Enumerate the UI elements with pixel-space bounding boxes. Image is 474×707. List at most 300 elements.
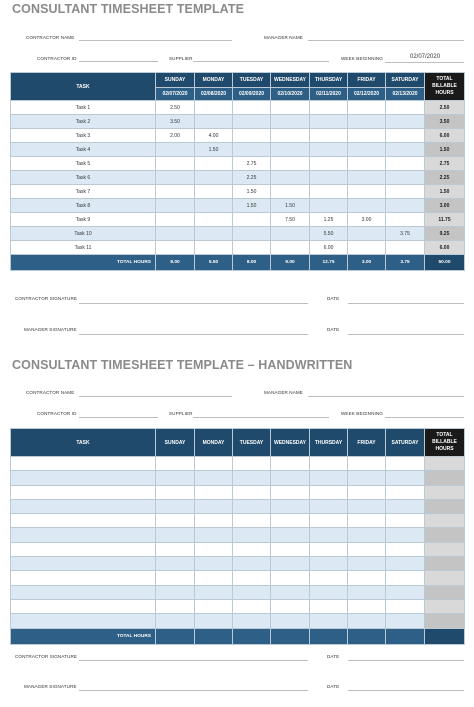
hours-cell[interactable]: [310, 101, 348, 115]
total-hours-row: [11, 628, 465, 644]
day-total-cell: 8.00: [233, 255, 271, 271]
task-name-cell[interactable]: Task 11: [11, 241, 156, 255]
hours-cell[interactable]: [386, 585, 425, 599]
hours-cell[interactable]: 2.50: [156, 101, 195, 115]
total-header-line: TOTAL: [436, 75, 453, 82]
row-total-cell: [425, 557, 465, 571]
task-name-cell[interactable]: [11, 457, 156, 471]
task-name-cell[interactable]: [11, 585, 156, 599]
hours-cell[interactable]: [156, 585, 195, 599]
date-header: 02/09/2020: [233, 88, 271, 101]
total-hours-row: [11, 255, 465, 271]
hours-cell[interactable]: [156, 457, 195, 471]
hours-cell[interactable]: [310, 614, 348, 628]
hours-cell[interactable]: [310, 599, 348, 613]
day-header-saturday: SATURDAY: [386, 73, 425, 88]
hours-cell[interactable]: [386, 499, 425, 513]
hours-cell[interactable]: [310, 115, 348, 129]
row-total-cell: [425, 528, 465, 542]
hours-cell[interactable]: [195, 101, 233, 115]
day-header-monday: MONDAY: [195, 429, 233, 457]
task-name-cell[interactable]: Task 3: [11, 129, 156, 143]
hours-cell[interactable]: [233, 514, 271, 528]
hours-cell[interactable]: [271, 471, 310, 485]
task-name-cell[interactable]: [11, 571, 156, 585]
day-header-tuesday: TUESDAY: [233, 73, 271, 88]
contractor-name-field[interactable]: [79, 40, 232, 41]
hours-cell[interactable]: [195, 457, 233, 471]
hours-cell[interactable]: [156, 614, 195, 628]
day-header-wednesday: WEDNESDAY: [271, 429, 310, 457]
hours-cell[interactable]: [156, 471, 195, 485]
hours-cell[interactable]: [233, 499, 271, 513]
hours-cell[interactable]: [348, 171, 386, 185]
hours-cell[interactable]: 4.00: [195, 129, 233, 143]
hours-cell[interactable]: [386, 115, 425, 129]
row-total-cell: [425, 585, 465, 599]
hours-cell[interactable]: [195, 241, 233, 255]
manager-name-field[interactable]: [308, 396, 464, 397]
contractor-signature-label: CONTRACTOR SIGNATURE: [15, 654, 78, 659]
date-label: DATE: [327, 327, 340, 332]
hours-cell[interactable]: [348, 185, 386, 199]
day-total-cell: 9.00: [271, 255, 310, 271]
contractor-id-label: CONTRACTOR ID: [37, 411, 77, 416]
supplier-label: SUPPLIER: [169, 56, 193, 61]
hours-cell[interactable]: [348, 557, 386, 571]
row-total-cell: 2.25: [425, 171, 465, 185]
task-name-cell[interactable]: [11, 499, 156, 513]
hours-cell[interactable]: [156, 599, 195, 613]
row-total-cell: [425, 485, 465, 499]
manager-signature-label: MANAGER SIGNATURE: [24, 327, 77, 332]
hours-cell[interactable]: [310, 185, 348, 199]
date-label: DATE: [327, 296, 340, 301]
task-name-cell[interactable]: Task 9: [11, 213, 156, 227]
hours-cell[interactable]: [310, 171, 348, 185]
hours-cell[interactable]: [233, 614, 271, 628]
table-row: [11, 557, 465, 571]
hours-cell[interactable]: [233, 115, 271, 129]
hours-cell[interactable]: [348, 599, 386, 613]
hours-cell[interactable]: [310, 157, 348, 171]
hours-cell[interactable]: [195, 542, 233, 556]
task-name-cell[interactable]: [11, 542, 156, 556]
hours-cell[interactable]: [271, 528, 310, 542]
hours-cell[interactable]: 6.00: [310, 241, 348, 255]
hours-cell[interactable]: [195, 571, 233, 585]
hours-cell[interactable]: [348, 614, 386, 628]
hours-cell[interactable]: [233, 599, 271, 613]
hours-cell[interactable]: [348, 157, 386, 171]
table-row: [11, 614, 465, 628]
row-total-cell: [425, 499, 465, 513]
manager-name-field[interactable]: [308, 40, 464, 41]
contractor-signature-field[interactable]: [79, 660, 308, 661]
row-total-cell: [425, 514, 465, 528]
day-total-cell: [348, 628, 386, 644]
hours-cell[interactable]: [195, 557, 233, 571]
hours-cell[interactable]: [271, 171, 310, 185]
hours-cell[interactable]: [271, 129, 310, 143]
manager-signature-label: MANAGER SIGNATURE: [24, 684, 77, 689]
hours-cell[interactable]: [195, 585, 233, 599]
date-header: 02/11/2020: [310, 88, 348, 101]
hours-cell[interactable]: [386, 101, 425, 115]
task-name-cell[interactable]: Task 2: [11, 115, 156, 129]
hours-cell[interactable]: [310, 143, 348, 157]
hours-cell[interactable]: [271, 514, 310, 528]
hours-cell[interactable]: [156, 542, 195, 556]
hours-cell[interactable]: 1.50: [195, 143, 233, 157]
hours-cell[interactable]: [386, 514, 425, 528]
hours-cell[interactable]: [233, 528, 271, 542]
task-name-cell[interactable]: Task 5: [11, 157, 156, 171]
hours-cell[interactable]: [195, 199, 233, 213]
hours-cell[interactable]: 1.50: [233, 199, 271, 213]
total-header-line: HOURS: [435, 90, 454, 97]
hours-cell[interactable]: 1.50: [233, 185, 271, 199]
contractor-signature-label: CONTRACTOR SIGNATURE: [15, 296, 78, 301]
table-row: [11, 213, 465, 227]
hours-cell[interactable]: [348, 101, 386, 115]
week-beginning-field[interactable]: [385, 417, 464, 418]
row-total-cell: 6.00: [425, 241, 465, 255]
hours-cell[interactable]: [233, 557, 271, 571]
task-name-cell[interactable]: [11, 557, 156, 571]
manager-signature-date-field[interactable]: [348, 690, 464, 691]
hours-cell[interactable]: [310, 557, 348, 571]
hours-cell[interactable]: [271, 542, 310, 556]
date-header: 02/08/2020: [195, 88, 233, 101]
task-name-cell[interactable]: [11, 599, 156, 613]
hours-cell[interactable]: [386, 241, 425, 255]
hours-cell[interactable]: [233, 457, 271, 471]
hours-cell[interactable]: [195, 528, 233, 542]
table-row: [11, 485, 465, 499]
hours-cell[interactable]: [386, 485, 425, 499]
hours-cell[interactable]: [310, 542, 348, 556]
row-total-cell: [425, 471, 465, 485]
row-total-cell: 2.50: [425, 101, 465, 115]
total-header-line: BILLABLE: [432, 82, 457, 89]
hours-cell[interactable]: [233, 571, 271, 585]
hours-cell[interactable]: [386, 528, 425, 542]
hours-cell[interactable]: [195, 514, 233, 528]
row-total-cell: [425, 457, 465, 471]
contractor-id-field[interactable]: [79, 417, 158, 418]
table-row: [11, 457, 465, 471]
row-total-cell: 1.50: [425, 185, 465, 199]
date-header: 02/07/2020: [156, 88, 195, 101]
hours-cell[interactable]: [386, 457, 425, 471]
contractor-signature-field[interactable]: [79, 303, 308, 304]
hours-cell[interactable]: [348, 227, 386, 241]
hours-cell[interactable]: [310, 471, 348, 485]
task-name-cell[interactable]: Task 1: [11, 101, 156, 115]
hours-cell[interactable]: 7.50: [271, 213, 310, 227]
manager-signature-field[interactable]: [79, 334, 308, 335]
hours-cell[interactable]: [271, 585, 310, 599]
hours-cell[interactable]: 5.50: [310, 227, 348, 241]
grand-total-cell: 50.00: [425, 255, 465, 271]
hours-cell[interactable]: [348, 199, 386, 213]
task-name-cell[interactable]: [11, 614, 156, 628]
day-header-saturday: SATURDAY: [386, 429, 425, 457]
hours-cell[interactable]: [271, 241, 310, 255]
hours-cell[interactable]: [233, 129, 271, 143]
row-total-cell: 3.00: [425, 199, 465, 213]
task-name-cell[interactable]: [11, 514, 156, 528]
day-total-cell: 3.75: [386, 255, 425, 271]
hours-cell[interactable]: [348, 485, 386, 499]
day-total-cell: [386, 628, 425, 644]
hours-cell[interactable]: [271, 485, 310, 499]
task-name-cell[interactable]: Task 8: [11, 199, 156, 213]
hours-cell[interactable]: 2.00: [156, 129, 195, 143]
hours-cell[interactable]: [195, 115, 233, 129]
hours-cell[interactable]: [348, 129, 386, 143]
hours-cell[interactable]: [195, 157, 233, 171]
hours-cell[interactable]: [156, 185, 195, 199]
manager-signature-field[interactable]: [79, 690, 308, 691]
row-total-cell: 2.75: [425, 157, 465, 171]
hours-cell[interactable]: [310, 457, 348, 471]
hours-cell[interactable]: [348, 241, 386, 255]
hours-cell[interactable]: [156, 171, 195, 185]
task-name-cell[interactable]: [11, 528, 156, 542]
hours-cell[interactable]: [310, 585, 348, 599]
hours-cell[interactable]: [195, 599, 233, 613]
hours-cell[interactable]: [271, 614, 310, 628]
table-row: [11, 528, 465, 542]
hours-cell[interactable]: [348, 514, 386, 528]
day-total-cell: [195, 628, 233, 644]
hours-cell[interactable]: 3.00: [348, 213, 386, 227]
day-header-sunday: SUNDAY: [156, 429, 195, 457]
hours-cell[interactable]: [348, 115, 386, 129]
hours-cell[interactable]: [310, 514, 348, 528]
hours-cell[interactable]: [271, 115, 310, 129]
hours-cell[interactable]: [156, 199, 195, 213]
contractor-name-field[interactable]: [79, 396, 232, 397]
hours-cell[interactable]: [156, 528, 195, 542]
day-total-cell: 3.00: [348, 255, 386, 271]
contractor-id-label: CONTRACTOR ID: [37, 56, 77, 61]
hours-cell[interactable]: 3.50: [156, 115, 195, 129]
hours-cell[interactable]: [156, 557, 195, 571]
total-header-line: TOTAL: [436, 431, 453, 438]
hours-cell[interactable]: [310, 199, 348, 213]
hours-cell[interactable]: 1.25: [310, 213, 348, 227]
hours-cell[interactable]: [156, 213, 195, 227]
hours-cell[interactable]: [386, 185, 425, 199]
hours-cell[interactable]: [348, 542, 386, 556]
table-row: [11, 157, 465, 171]
row-total-cell: [425, 614, 465, 628]
hours-cell[interactable]: [348, 471, 386, 485]
hours-cell[interactable]: [156, 485, 195, 499]
hours-cell[interactable]: 2.75: [233, 157, 271, 171]
hours-cell[interactable]: 3.75: [386, 227, 425, 241]
day-header-monday: MONDAY: [195, 73, 233, 88]
hours-cell[interactable]: [348, 585, 386, 599]
hours-cell[interactable]: [386, 129, 425, 143]
contractor-name-label: CONTRACTOR NAME: [26, 390, 75, 395]
day-total-cell: 5.50: [195, 255, 233, 271]
hours-cell[interactable]: [195, 171, 233, 185]
timesheet-table: [10, 72, 465, 271]
total-billable-hours-header: [425, 73, 465, 101]
hours-cell[interactable]: [386, 599, 425, 613]
date-label: DATE: [327, 654, 340, 659]
hours-cell[interactable]: [386, 571, 425, 585]
hours-cell[interactable]: [348, 571, 386, 585]
total-hours-label: TOTAL HOURS: [11, 255, 156, 271]
hours-cell[interactable]: [195, 499, 233, 513]
hours-cell[interactable]: [195, 485, 233, 499]
date-header: 02/12/2020: [348, 88, 386, 101]
manager-name-label: MANAGER NAME: [264, 35, 303, 40]
hours-cell[interactable]: [348, 457, 386, 471]
hours-cell[interactable]: [271, 457, 310, 471]
hours-cell[interactable]: [233, 485, 271, 499]
hours-cell[interactable]: 2.25: [233, 171, 271, 185]
hours-cell[interactable]: [271, 571, 310, 585]
total-billable-hours-header: [425, 429, 465, 457]
hours-cell[interactable]: [386, 614, 425, 628]
hours-cell[interactable]: [386, 213, 425, 227]
hours-cell[interactable]: [310, 571, 348, 585]
hours-cell[interactable]: [195, 213, 233, 227]
table-row: [11, 115, 465, 129]
hours-cell[interactable]: [233, 227, 271, 241]
hours-cell[interactable]: 1.50: [271, 199, 310, 213]
manager-signature-date-field[interactable]: [348, 334, 464, 335]
task-header: TASK: [11, 429, 156, 457]
day-total-cell: [310, 628, 348, 644]
day-header-friday: FRIDAY: [348, 429, 386, 457]
hours-cell[interactable]: [271, 227, 310, 241]
hours-cell[interactable]: [348, 499, 386, 513]
contractor-signature-date-field[interactable]: [348, 303, 464, 304]
hours-cell[interactable]: [233, 101, 271, 115]
task-name-cell[interactable]: Task 6: [11, 171, 156, 185]
hours-cell[interactable]: [348, 528, 386, 542]
hours-cell[interactable]: [271, 157, 310, 171]
table-row: [11, 199, 465, 213]
supplier-field[interactable]: [193, 61, 329, 62]
contractor-name-label: CONTRACTOR NAME: [26, 35, 75, 40]
hours-cell[interactable]: [156, 514, 195, 528]
hours-cell[interactable]: [271, 557, 310, 571]
hours-cell[interactable]: [195, 471, 233, 485]
row-total-cell: 1.50: [425, 143, 465, 157]
hours-cell[interactable]: [233, 471, 271, 485]
hours-cell[interactable]: [386, 199, 425, 213]
table-row: [11, 599, 465, 613]
date-header: 02/13/2020: [386, 88, 425, 101]
week-beginning-label: WEEK BEGINNING: [341, 56, 383, 61]
hours-cell[interactable]: [271, 499, 310, 513]
hours-cell[interactable]: [386, 471, 425, 485]
hours-cell[interactable]: [233, 213, 271, 227]
table-row: [11, 241, 465, 255]
hours-cell[interactable]: [271, 143, 310, 157]
row-total-cell: [425, 542, 465, 556]
table-row: [11, 101, 465, 115]
table-row: [11, 585, 465, 599]
task-name-cell[interactable]: [11, 471, 156, 485]
row-total-cell: [425, 599, 465, 613]
supplier-field[interactable]: [193, 417, 329, 418]
table-row: [11, 171, 465, 185]
hours-cell[interactable]: [156, 227, 195, 241]
day-total-cell: [156, 628, 195, 644]
hours-cell[interactable]: [386, 143, 425, 157]
table-row: [11, 542, 465, 556]
sheet1-title: CONSULTANT TIMESHEET TEMPLATE: [12, 2, 245, 16]
hours-cell[interactable]: [156, 157, 195, 171]
hours-cell[interactable]: [195, 614, 233, 628]
hours-cell[interactable]: [156, 571, 195, 585]
hours-cell[interactable]: [386, 171, 425, 185]
row-total-cell: 3.50: [425, 115, 465, 129]
hours-cell[interactable]: [271, 101, 310, 115]
hours-cell[interactable]: [348, 143, 386, 157]
contractor-signature-date-field[interactable]: [348, 660, 464, 661]
hours-cell[interactable]: [233, 241, 271, 255]
supplier-label: SUPPLIER: [169, 411, 193, 416]
contractor-id-field[interactable]: [79, 61, 158, 62]
hours-cell[interactable]: [386, 542, 425, 556]
hours-cell[interactable]: [195, 227, 233, 241]
hours-cell[interactable]: [310, 129, 348, 143]
task-name-cell[interactable]: [11, 485, 156, 499]
week-beginning-field[interactable]: [385, 62, 464, 63]
day-total-cell: [271, 628, 310, 644]
task-name-cell[interactable]: Task 4: [11, 143, 156, 157]
hours-cell[interactable]: [386, 557, 425, 571]
table-row: [11, 571, 465, 585]
hours-cell[interactable]: [271, 599, 310, 613]
task-header: TASK: [11, 73, 156, 101]
hours-cell[interactable]: [195, 185, 233, 199]
hours-cell[interactable]: [310, 528, 348, 542]
task-name-cell[interactable]: Task 7: [11, 185, 156, 199]
hours-cell[interactable]: [233, 585, 271, 599]
hours-cell[interactable]: [233, 542, 271, 556]
task-name-cell[interactable]: Task 10: [11, 227, 156, 241]
table-row: [11, 471, 465, 485]
day-header-thursday: THURSDAY: [310, 73, 348, 88]
day-header-friday: FRIDAY: [348, 73, 386, 88]
hours-cell[interactable]: [271, 185, 310, 199]
hours-cell[interactable]: [156, 143, 195, 157]
hours-cell[interactable]: [310, 499, 348, 513]
hours-cell[interactable]: [233, 143, 271, 157]
date-header: 02/10/2020: [271, 88, 310, 101]
handwritten-timesheet-table: [10, 428, 465, 645]
hours-cell[interactable]: [310, 485, 348, 499]
table-row: [11, 499, 465, 513]
table-row: [11, 143, 465, 157]
hours-cell[interactable]: [386, 157, 425, 171]
hours-cell[interactable]: [156, 241, 195, 255]
row-total-cell: 6.00: [425, 129, 465, 143]
sheet2-title: CONSULTANT TIMESHEET TEMPLATE – HANDWRITTEN: [12, 358, 353, 372]
hours-cell[interactable]: [156, 499, 195, 513]
